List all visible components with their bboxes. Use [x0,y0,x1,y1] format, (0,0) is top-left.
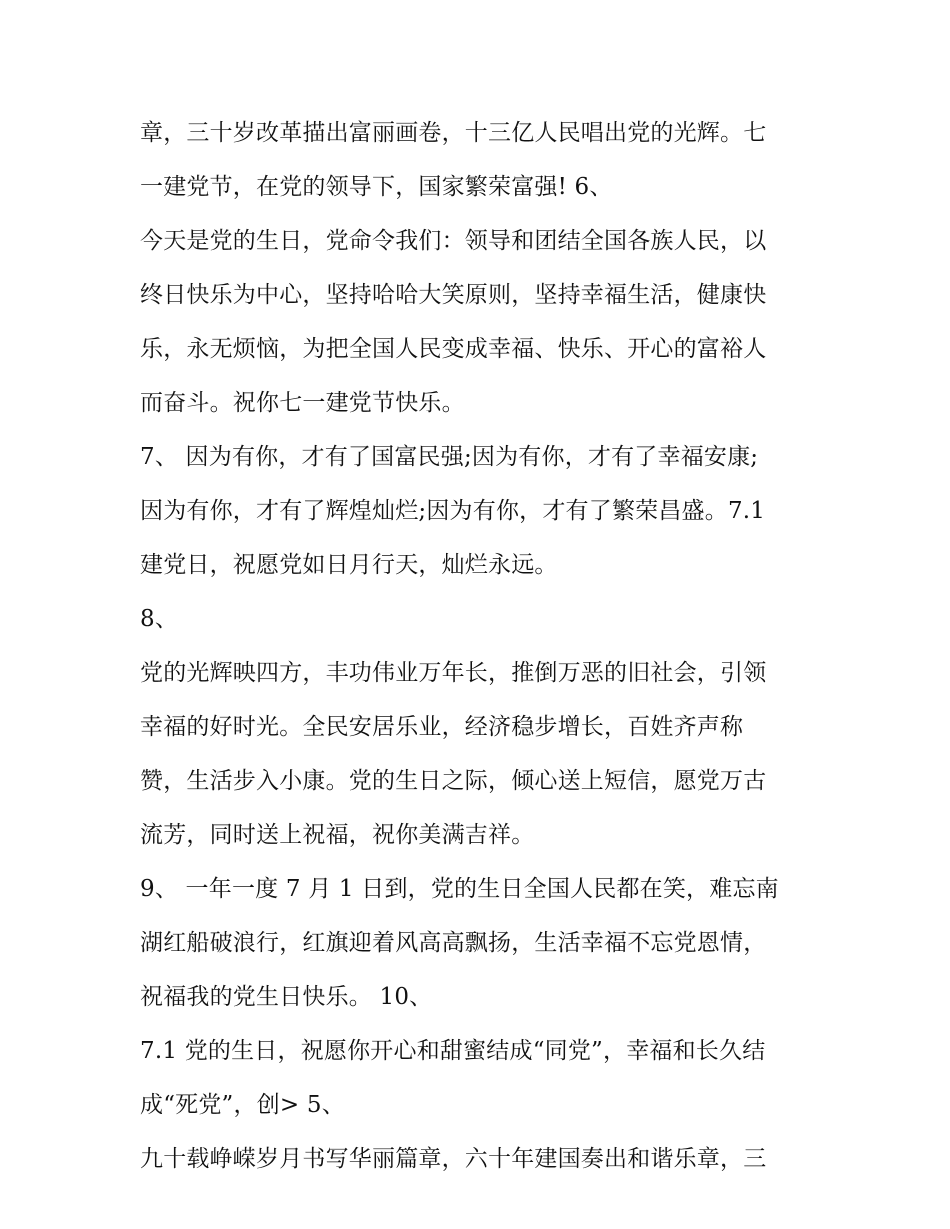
text-line: 终日快乐为中心，坚持哈哈大笑原则，坚持幸福生活，健康快 [140,282,767,308]
text-line: 章，三十岁改革描出富丽画卷，十三亿人民唱出党的光辉。七 [140,120,767,146]
text-line: 流芳，同时送上祝福，祝你美满吉祥。 [140,822,535,848]
text-line: 建党日，祝愿党如日月行天，灿烂永远。 [140,552,558,578]
text-line: 乐，永无烦恼，为把全国人民变成幸福、快乐、开心的富裕人 [140,336,767,362]
text-line: 7.1 党的生日，祝愿你开心和甜蜜结成“同党”，幸福和长久结 [140,1038,766,1064]
text-line: 幸福的好时光。全民安居乐业，经济稳步增长，百姓齐声称 [140,714,744,740]
text-line: 今天是党的生日，党命令我们：领导和团结全国各族人民，以 [140,228,767,254]
text-line: 因为有你，才有了辉煌灿烂;因为有你，才有了繁荣昌盛。7.1 [140,498,766,524]
text-line: 湖红船破浪行，红旗迎着风高高飘扬，生活幸福不忘党恩情， [140,930,767,956]
text-line: 九十载峥嵘岁月书写华丽篇章，六十年建国奏出和谐乐章，三 [140,1146,767,1172]
text-line: 7、 因为有你，才有了国富民强;因为有你，才有了幸福安康; [140,444,759,470]
text-line: 祝福我的党生日快乐。 10、 [140,984,433,1010]
text-line: 党的光辉映四方，丰功伟业万年长，推倒万恶的旧社会，引领 [140,660,767,686]
text-line: 成“死党”，创> 5、 [140,1092,345,1118]
text-line: 8、 [140,606,179,632]
document-page [140,106,820,1186]
text-line: 赞，生活步入小康。党的生日之际，倾心送上短信，愿党万古 [140,768,767,794]
text-line: 而奋斗。祝你七一建党节快乐。 [140,390,465,416]
text-line: 9、 一年一度 7 月 1 日到，党的生日全国人民都在笑，难忘南 [140,876,779,902]
text-line: 一建党节，在党的领导下，国家繁荣富强! 6、 [140,174,613,200]
